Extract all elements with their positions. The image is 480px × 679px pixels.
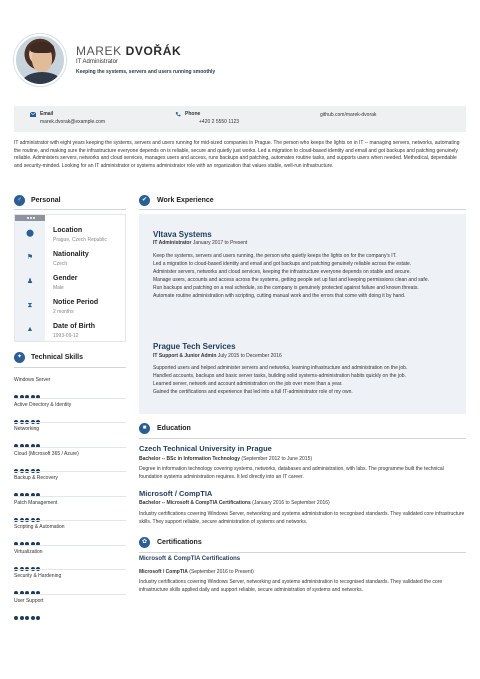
skill-divider (14, 569, 126, 570)
flag-icon: ⚑ (26, 254, 34, 261)
personal-value: Czech (53, 261, 68, 267)
skill-name: Networking (14, 426, 40, 432)
skill-item (14, 500, 126, 514)
personal-row-dob (15, 319, 127, 343)
email-value[interactable]: marek.dvorak@example.com (40, 119, 106, 125)
skill-divider (14, 422, 126, 423)
education-description: Industry certifications covering Windows Server, networking and systems administration to recognised standards. They validated core infrastructure skills. They support reliable, secure administration of systems and networks. (139, 511, 465, 525)
email-label: Email (40, 111, 54, 117)
skill-divider (14, 496, 126, 497)
skill-item (14, 524, 126, 538)
contact-bar (14, 106, 466, 132)
skill-divider (14, 447, 126, 448)
education-description: Degree in information technology covering systems, networks, databases and administration, with labs. The programme built the technical foundation systems administration requires. It led directly into an IT career. (139, 466, 444, 480)
skill-name: Virtualization (14, 548, 43, 555)
experience-divider (139, 209, 466, 210)
skills-title: Technical Skills (31, 354, 84, 361)
first-name: MAREK (76, 44, 122, 58)
job-bullet: Handled accounts, backups and basic server tasks, building solid systems-administration habits quickly on the job. (153, 373, 406, 379)
skill-divider (14, 471, 126, 472)
skill-item (14, 451, 126, 465)
skill-rating (14, 411, 126, 416)
rating-dot (31, 616, 35, 620)
contact-phone (185, 111, 239, 125)
education-title: Education (157, 425, 191, 432)
job-description (153, 364, 455, 396)
personal-card (14, 214, 126, 342)
skill-name: Patch Management (14, 499, 58, 506)
phone-value[interactable]: +420 2 5550 1123 (199, 119, 240, 125)
github-link[interactable]: github.com/marek-dvorak (320, 112, 377, 118)
education-school: Microsoft / CompTIA (139, 489, 213, 498)
lightbulb-icon: ✦ (14, 352, 25, 363)
rating-dot (25, 616, 29, 620)
skill-rating (14, 435, 126, 440)
job-company: Vltava Systems (153, 230, 212, 239)
personal-row-notice (15, 295, 127, 319)
skill-item (14, 402, 126, 416)
skill-rating (14, 460, 126, 465)
experience-panel (139, 214, 466, 414)
skill-rating (14, 582, 126, 587)
hourglass-icon: ⧗ (27, 302, 33, 309)
personal-row-location (15, 223, 127, 247)
certifications-title: Certifications (157, 539, 202, 546)
personal-label: Nationality (53, 251, 89, 258)
skill-item (14, 475, 126, 489)
job-bullet: Administer servers, networks and cloud services, keeping the infrastructure everyone depends on stable and secure. (153, 269, 411, 275)
job-bullet: Supported users and helped administer servers and networks, learning infrastructure and administration on the job. (153, 365, 408, 371)
skill-rating (14, 558, 126, 563)
skill-rating (14, 386, 126, 391)
job-role-dates (153, 240, 247, 246)
job-dates: July 2015 to December 2016 (217, 353, 282, 359)
full-name (76, 44, 181, 58)
skill-name: Scripting & Automation (14, 524, 65, 530)
summary-text: IT administrator with eight years keeping the systems, servers and users running for mid-sized companies in Prague. The person who keeps the lights on in IT -- managing servers, networks, automating the routine, and making sure the infrastructure everyone depends on is reliable, secure and quietly just works. Led a migration to cloud-based identity and email and got backups and patching genuinely reliable. Administers servers, networks and cloud services, manages users and access, runs backups and patching, automates routine tasks, and supports users when needed. Methodical, dependable and security-minded. Looking for an IT administrator or systems administrator role with an organization that values stable, well-run infrastructure. (14, 140, 460, 169)
job-company: Prague Tech Services (153, 342, 236, 351)
personal-row-gender (15, 271, 127, 295)
personal-value: 1993-09-12 (53, 333, 79, 339)
personal-title: Personal (31, 197, 61, 204)
education-dates: (January 2016 to September 2016) (252, 500, 330, 506)
skill-name: Active Directory & Identity (14, 401, 72, 408)
contact-email (40, 111, 105, 125)
personal-value: Male (53, 285, 64, 291)
certifications-divider (139, 552, 466, 553)
personal-divider (14, 209, 126, 210)
skill-item (14, 377, 126, 391)
skill-rating (14, 484, 126, 489)
location-pin-icon: ⬤ (26, 230, 34, 237)
profile-photo (14, 34, 66, 86)
job-role: IT Support & Junior Admin (153, 353, 217, 359)
skill-item (14, 573, 126, 587)
personal-label: Gender (53, 275, 78, 282)
job-bullet: Run backups and patching on a real schedule, so the company is genuinely protected against failure and known threats. (153, 285, 419, 291)
education-degree: Bachelor -- BSc in Information Technology (139, 456, 241, 462)
skill-divider (14, 594, 126, 595)
rating-dot (36, 616, 40, 620)
person-icon: ♟ (26, 278, 34, 285)
tagline: Keeping the systems, servers and users running smoothly (76, 69, 216, 75)
personal-label: Notice Period (53, 299, 99, 306)
skill-name: Windows Server (14, 377, 51, 383)
job-bullet: Automate routine administration with scripting, cutting manual work and the errors that come with doing it by hand. (153, 293, 406, 299)
certification-dates: (September 2016 to Present) (189, 569, 254, 575)
job-role-dates (153, 353, 282, 359)
skill-divider (14, 520, 126, 521)
skill-item (14, 426, 126, 440)
personal-label: Location (53, 227, 83, 234)
rating-dot (14, 616, 18, 620)
personal-value: Prague, Czech Republic (53, 237, 107, 243)
personal-row-nationality (15, 247, 127, 271)
experience-title: Work Experience (157, 197, 214, 204)
certificate-icon: ✿ (139, 537, 150, 548)
skill-rating (14, 607, 126, 612)
skill-name: User Support (14, 597, 44, 604)
skill-name: Backup & Recovery (14, 475, 58, 481)
education-divider (139, 438, 466, 439)
education-dates: (September 2012 to June 2015) (241, 456, 313, 462)
education-degree-dates (139, 500, 330, 506)
certification-issuer-dates (139, 569, 254, 575)
job-role: IT Administrator (153, 240, 192, 246)
job-bullet: Keep the systems, servers and users running, the person who quietly keeps the lights on for the company's IT. (153, 253, 397, 259)
skill-name: Security & Hardening (14, 573, 62, 579)
job-bullet: Gained the certifications and experience that led into a full IT-administrator role of my own. (153, 389, 353, 395)
personal-value: 2 months (53, 309, 74, 315)
skills-divider (14, 367, 126, 368)
certification-description: Industry certifications covering Windows Server, networking and systems administration to recognised standards. They validated the core infrastructure skills applied daily and support reliable, secure administration of systems and networks. (139, 579, 443, 593)
skill-divider (14, 398, 126, 399)
personal-label: Date of Birth (53, 323, 95, 330)
education-school: Czech Technical University in Prague (139, 444, 272, 453)
certification-name: Microsoft & CompTIA Certifications (139, 556, 241, 562)
job-bullet: Manage users, accounts and access across the systems, getting people set up fast and keeping permissions clean and safe. (153, 277, 429, 283)
education-degree-dates (139, 456, 312, 462)
graduation-cap-icon: ■ (139, 423, 150, 434)
skill-rating (14, 509, 126, 514)
briefcase-icon: ✔ (139, 195, 150, 206)
job-dates: January 2017 to Present (192, 240, 248, 246)
rating-dot (20, 616, 24, 620)
phone-label: Phone (185, 111, 201, 117)
job-title: IT Administrator (76, 59, 118, 65)
skill-item (14, 549, 126, 563)
last-name: DVOŘÁK (125, 44, 182, 58)
email-icon (30, 112, 36, 117)
education-degree: Bachelor -- Microsoft & CompTIA Certifications (139, 500, 251, 506)
job-description (153, 252, 455, 300)
phone-icon (175, 112, 181, 117)
job-bullet: Led a migration to cloud-based identity and email and got backups and patching genuinely reliable across the estate. (153, 261, 412, 267)
gender-symbol-icon: ♂ (14, 195, 25, 206)
cake-icon: ▲ (26, 326, 34, 333)
skill-rating (14, 533, 126, 538)
skill-name: Cloud (Microsoft 365 / Azure) (14, 450, 79, 457)
skill-item (14, 598, 126, 612)
skill-divider (14, 545, 126, 546)
certification-issuer: Microsoft / CompTIA (139, 569, 188, 575)
job-bullet: Learned server, network and account administration on the job over more than a year. (153, 381, 343, 387)
